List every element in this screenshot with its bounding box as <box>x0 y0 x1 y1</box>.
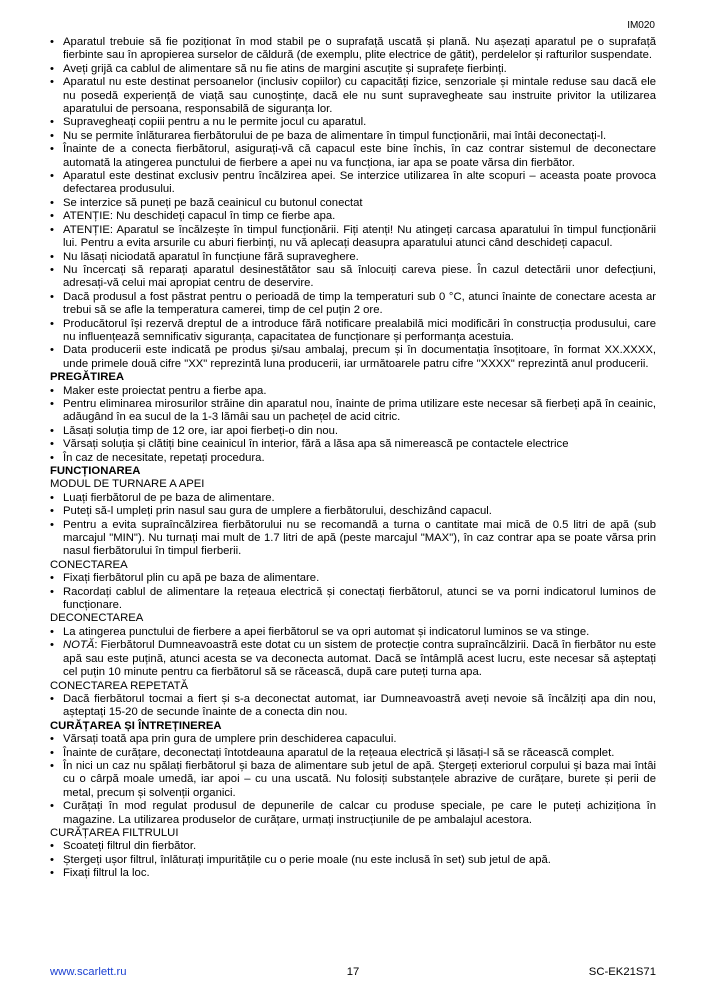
section-heading: FUNCȚIONAREA <box>50 465 141 477</box>
bullet-item: • Fixați fierbătorul plin cu apă pe baza de alimentare. <box>50 572 656 585</box>
website-link[interactable]: www.scarlett.ru <box>50 966 127 978</box>
bullet-item: • Pentru a evita supraîncălzirea fierbătorului nu se recomandă a turna o cantitate mai mică de 0.5 litri de apă (sub marcajul "MIN"). Nu turnați mai mult de 1.7 litri de apă (peste marcajul "MAX"), în caz contrar apa se poate vărsa prin nasul fierbătorului în timpul fierberii. <box>50 519 656 559</box>
bullet-item: • Nu se permite înlăturarea fierbătorului de pe baza de alimentare în timpul funcționării, mai întâi deconectați-l. <box>50 130 656 143</box>
model-number: SC-EK21S71 <box>588 966 656 978</box>
bullet-item: • Dacă produsul a fost păstrat pentru o perioadă de timp la temperaturi sub 0 °C, atunci înainte de conectare acesta ar trebui să se afle la temperatura camerei, timp de cel puțin 2 ore. <box>50 291 656 318</box>
subsection-heading: DECONECTAREA <box>50 612 144 625</box>
bullet-item: • ATENȚIE: Aparatul se încălzește în timpul funcționării. Fiți atenți! Nu atingeți carcasa aparatului în timpul funcționării lui. Pentru a evita arsurile cu aburi fierbinți, nu vă aplecați deasupra aparatului atunci când deschideți capacul. <box>50 224 656 251</box>
bullet-item: • Data producerii este indicată pe produs și/sau ambalaj, precum și în documentația însoțitoare, în format XX.XXXX, unde primele două cifre "XX" reprezintă luna producerii, iar următoarele patru cifre "XXXX" reprezintă anul producerii. <box>50 344 656 371</box>
bullet-item: • Vărsați soluția și clătiți bine ceainicul în interior, fără a lăsa apa să nimerească pe contactele electrice <box>50 438 656 451</box>
subsection-heading: CURĂȚAREA FILTRULUI <box>50 826 179 839</box>
bullet-item: • Dacă fierbătorul tocmai a fiert și s-a deconectat automat, iar Dumneavoastră aveți nevoie să încălziți apa din nou, așteptați 15-20 de secunde înainte de a conecta din nou. <box>50 693 656 720</box>
bullet-item: • Luați fierbătorul de pe baza de alimentare. <box>50 492 656 505</box>
note-text: : Fierbătorul Dumneavoastră este dotat cu un sistem de protecție contra supraîncălzirii. Dacă în fierbător nu este apă sau este puțină, atunci acesta se va deconecta automat. Dacă se întâmplă acest lucru, este necesar să așteptați cel puțin 10 minute pentru ca fierbătorul să se răcească, după care puteți turna apa. <box>63 639 656 679</box>
bullet-item: • Înainte de curățare, deconectați întotdeauna aparatul de la rețeaua electrică și lăsați-l să se răcească complet. <box>50 747 656 760</box>
bullet-item: • Lăsați soluția timp de 12 ore, iar apoi fierbeți-o din nou. <box>50 425 656 438</box>
bullet-item: • Fixați filtrul la loc. <box>50 867 656 880</box>
bullet-item <box>50 639 656 679</box>
bullet-item: • Se interzice să puneți pe bază ceainicul cu butonul conectat <box>50 197 656 210</box>
bullet-item: • Înainte de a conecta fierbătorul, asigurați-vă că capacul este bine închis, în caz contrar sistemul de deconectare automată la atingerea punctului de fierbere a apei nu va funcționa, iar apa se poate vărsa din fierbător. <box>50 143 656 170</box>
document-code: IM020 <box>627 20 655 31</box>
bullet-item: • Pentru eliminarea mirosurilor străine din aparatul nou, înainte de prima utilizare este necesar să fierbeți apă în ceainic, adăugând în ea sucul de la 1-3 lămâi sau un pachețel de acid citric. <box>50 398 656 425</box>
subsection-heading: CONECTAREA <box>50 558 128 571</box>
subsection-heading: CONECTAREA REPETATĂ <box>50 679 189 692</box>
bullet-item: • Racordați cablul de alimentare la rețeaua electrică și conectați fierbătorul, atunci se va porni indicatorul luminos de funcționare. <box>50 586 656 613</box>
bullet-item: • Nu lăsați niciodată aparatul în funcțiune fără supraveghere. <box>50 251 656 264</box>
bullet-item: • Ștergeți ușor filtrul, înlăturați impuritățile cu o perie moale (nu este inclusă în set) sub jetul de apă. <box>50 854 656 867</box>
bullet-item: • Maker este proiectat pentru a fierbe apa. <box>50 385 656 398</box>
section-heading: CURĂȚAREA ȘI ÎNTREȚINEREA <box>50 719 222 732</box>
bullet-item: • Scoateți filtrul din fierbător. <box>50 840 656 853</box>
page-number: 17 <box>346 966 360 978</box>
bullet-item: • La atingerea punctului de fierbere a apei fierbătorul se va opri automat și indicatorul luminos se va stinge. <box>50 626 656 639</box>
subsection-heading: MODUL DE TURNARE A APEI <box>50 478 205 491</box>
bullet-item: • Aparatul trebuie să fie poziționat în mod stabil pe o suprafață uscată și plană. Nu așezați aparatul pe o suprafață fierbinte sau în apropierea surselor de căldură (de exemplu, plite electrice de gătit), perdelelor și rafturilor suspendate. <box>50 36 656 63</box>
bullet-item: • Nu încercați să reparați aparatul desinestătător sau să înlocuiți careva piese. În cazul detectării unor defecțiuni, adresați-vă celui mai apropiat centru de deservire. <box>50 264 656 291</box>
section-heading: PREGĂTIREA <box>50 371 125 384</box>
bullet-item: • În caz de necesitate, repetați procedura. <box>50 452 656 465</box>
note-label: NOTĂ <box>63 639 95 652</box>
bullet-item: • Aveți grijă ca cablul de alimentare să nu fie atins de margini ascuțite și suprafețe fierbinți. <box>50 63 656 76</box>
bullet-item: • Vărsați toată apa prin gura de umplere prin deschiderea capacului. <box>50 733 656 746</box>
bullet-item: • ATENȚIE: Nu deschideți capacul în timp ce fierbe apa. <box>50 210 656 223</box>
bullet-item: • Aparatul este destinat exclusiv pentru încălzirea apei. Se interzice utilizarea în alte scopuri – aceasta poate provoca defectarea produsului. <box>50 170 656 197</box>
bullet-item: • În nici un caz nu spălați fierbătorul și baza de alimentare sub jetul de apă. Ștergeți exteriorul corpului și baza mai întâi cu o cârpă moale umedă, iar apoi – cu una uscată. Nu folosiți substanțele abrazive de curățare, burete și perii de metal, precum și solvenții organici. <box>50 760 656 800</box>
bullet-item: • Aparatul nu este destinat persoanelor (inclusiv copiilor) cu capacități fizice, senzoriale și mintale reduse sau dacă ele nu posedă experiență de viață sau cunoștințe, dacă ele nu sunt supravegheate sau instruite privitor la utilizarea aparatului de persoana, responsabilă de siguranța lor. <box>50 76 656 116</box>
bullet-item: • Puteți să-l umpleți prin nasul sau gura de umplere a fierbătorului, deschizând capacul. <box>50 505 656 518</box>
bullet-item: • Supravegheați copiii pentru a nu le permite jocul cu aparatul. <box>50 116 656 129</box>
bullet-item: • Producătorul își rezervă dreptul de a introduce fără notificare prealabilă mici modificări în construcția produsului, care nu influențează semnificativ siguranța, capacitatea de funcționare și performanța acestuia. <box>50 318 656 345</box>
instruction-text <box>50 36 656 881</box>
bullet-item: • Curățați în mod regulat produsul de depunerile de calcar cu produse speciale, pe care le puteți achiziționa în magazine. La utilizarea produselor de curățare, urmați instrucțiunile de pe ambalajul acestora. <box>50 800 656 827</box>
